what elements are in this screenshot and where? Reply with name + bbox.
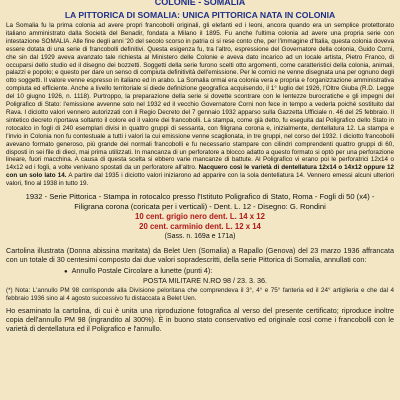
cancellation-item: ● Annullo Postale Circolare a lunette (punti 4):	[64, 266, 394, 277]
footnote: (*) Nota: L'annullo PM 98 corrisponde alla Divisione peloritana che comprendeva il 3°, 4° e 75° fanteria ed il 24° artiglieria e che dal 4 febbraio 1936 sino al 4 agosto successivo fu distaccata a Belet Uen.	[6, 287, 394, 302]
postcard-description: Cartolina illustrata (Donna abissina maritata) da Belet Uen (Somalia) a Rapallo (Genova) del 23 marzo 1936 affrancata con un totale di 30 centesimi composto dai due valori sopradescritti, della serie Pittorica di Somalia, annullati con:	[6, 246, 394, 265]
history-paragraph	[6, 22, 394, 188]
stamp-value-1: 10 cent. grigio nero dent. L. 14 x 12	[135, 212, 265, 222]
stamp-spec-block	[6, 192, 394, 242]
spec-line-2: Filigrana corona (coricata per i verticali) - Dent. L. 12 - Disegno: G. Rondini	[74, 202, 326, 212]
history-text-start: La Somalia fu la prima colonia ad avere propri francobolli originali, gli elefanti ed i leoni, ancora quando era un semplice protettorato italiano amministrato dalla Società del Benadir, fondata a Milano il 1895. Fu anche l'ultima colonia ad avere una propria serie con intestazione SOMALIA. Alle fine degli anni '20 del secolo scorso in patria ci si rese conto che, per l'immagine d'Italia, questa colonia doveva essere dotata di una serie di francobolli definitivi. Questa esigenza fu, tra l'altro, espressione del Governatore della colonia, Guido Corni, che sin dal 1929 aveva avanzato tale richiesta al Ministero delle Colonie e aveva dato incarico ad un locale artista, Pietro Franco, di occuparsi dello studio ed il disegno dei bozzetti. Soggetti della serie furono scelti otto argomenti, come caratteristici della colonia, animali, palazzi e popolo; e questo per dare un senso di compiuta definitività dell'emissione. Per le cornici ne venne disegnata una per ognuno degli otto soggetti. Il valore venne espresso in italiano ed in arabo. La Somalia ormai era colonia vera e propria e l'organizzazione amministrativa compiuta ed efficiente. Anche a livello territoriale si diede definizione geografica acquisendo, il 1° luglio del 1926, l'Oltre Giuba (R.D. Legge del 10 giugno 1926, n. 1118). Purtroppo, la preparazione della serie si dovette scontrare con le lentezze burocratiche e gli impegni del Poligrafico di Stato: l'emissione avvenne solo nel 1932 ed il vecchio Governatore Corni non fece in tempo a vederla poiché sostituito dal Rava. I diciotto valori vennero autorizzati con il Regio Decreto del 7 gennaio 1932 apparso sulla Gazzetta Ufficiale n. 46 del 25 febbraio. Il sintetico decreto riportava soltanto il colore ed il valore dei francobolli. La stampa, come già detto, fu eseguita dal Poligrafico dello Stato in rotocalco in fogli di 240 esemplari divisi in quattro gruppi di sessanta, con filigrana corona e, inizialmente, dentellatura 12. La stampa e l'invio in Colonia non fu contestuale a tutti i valori la cui emissione venne scaglionata, in tre gruppi, nel corso del 1932. I diciotto francobolli avevano formato generoso, più grande dei normali francobolli e fu necessario stampare con cilindri comprendenti quattro gruppi di 60, disposti in sei file di dieci, mai prima utilizzati. In mancanza di un perforatore a blocco adatto a questo formato si optò per una perforazione lineare, fuori macchina. A causa di questa scelta si ebbero varie mancanze di battute. Al Poligrafico vi erano poi le perforatrici 12x14 o 14x12 ed i fogli, a volte venivano spostati da un perforatore all'altro.	[6, 22, 395, 172]
spec-line-1: 1932 - Serie Pittorica - Stampa in rotocalco presso l'Istituto Poligrafico di Stato, Roma - Fogli di 50 (x4) -	[25, 192, 375, 202]
catalogue-reference: (Sass. n. 169a e 171a)	[164, 233, 236, 241]
section-header: COLONIE - SOMALIA	[154, 0, 246, 7]
page-title: LA PITTORICA DI SOMALIA: UNICA PITTORICA NATA IN COLONIA	[64, 10, 336, 20]
postmark-text: POSTA MILITARE N.RO 98 / 23. 3. 36.	[143, 276, 267, 286]
history-text-highlight: Nacquero così le varietà di dentellatura 12x14 o 14x12 oppure 12 con un solo lato 14.	[6, 164, 394, 180]
stamp-value-2: 20 cent. carminio dent. L. 12 x 14	[139, 222, 261, 232]
history-text-end: A partire dal 1935 i diciotto valori iniziarono ad apparire con la sola dentellatura 14. Vennero emessi alcuni ulteriori valori, fino al 1938 in tutto 19.	[6, 172, 394, 188]
expert-statement: Ho esaminato la cartolina, di cui è unita una riproduzione fotografica al verso del presente certificato; riproduce inoltre copia dell'annullo PM 98 (ingrandito al 300%). È in buono stato conservativo ed originale così come i francobolli con le varietà di dentellatura ed il Poligrafico e l'annullo.	[6, 306, 394, 334]
